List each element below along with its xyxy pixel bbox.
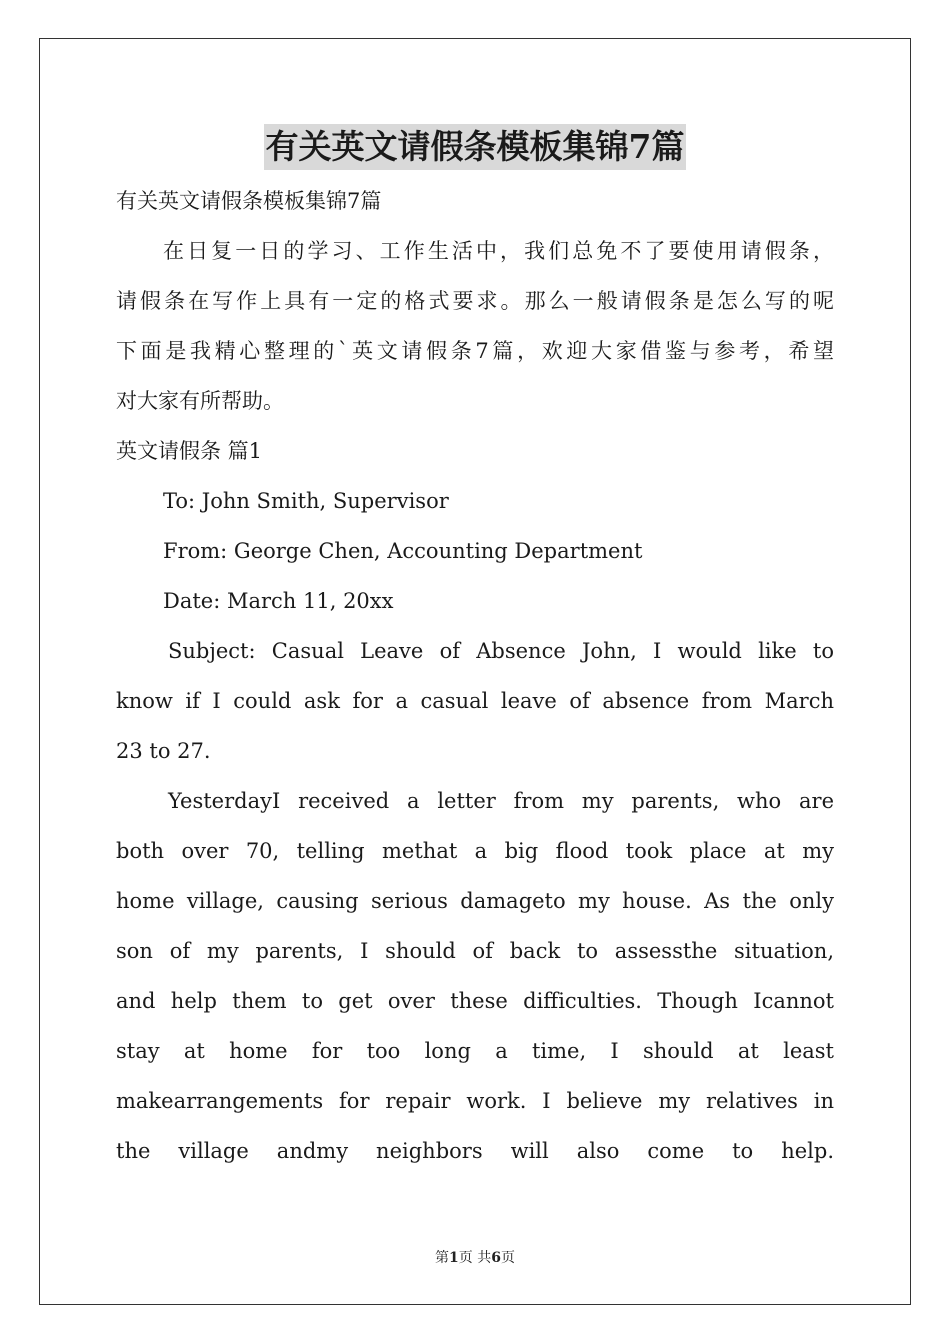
title-container (0, 124, 950, 170)
subtitle: 有关英文请假条模板集锦7篇 (116, 189, 382, 213)
body-line: son of my parents, I should of back to assessthe situation, (116, 939, 834, 963)
body-line: and help them to get over these difficulties. Though Icannot (116, 989, 834, 1013)
section-heading: 英文请假条 篇1 (116, 439, 263, 463)
memo-to: To: John Smith, Supervisor (163, 489, 449, 513)
body-line: makearrangements for repair work. I believe my relatives in (116, 1089, 834, 1113)
footer-suffix: 页 (500, 1250, 515, 1266)
document-body (116, 176, 834, 1176)
intro-line: 对大家有所帮助。 (116, 389, 284, 413)
body-line: stay at home for too long a time, I should at least (116, 1039, 834, 1063)
subject-line: Subject: Casual Leave of Absence John, I would like to (168, 639, 834, 663)
body-line: the village andmy neighbors will also come to help. (116, 1139, 834, 1163)
intro-line: 请假条在写作上具有一定的格式要求。那么一般请假条是怎么写的呢 (116, 289, 834, 313)
intro-line: 下面是我精心整理的`英文请假条7篇，欢迎大家借鉴与参考，希望 (116, 339, 834, 363)
body-line: YesterdayI received a letter from my parents, who are (168, 789, 834, 813)
footer-middle: 页 共 (458, 1250, 492, 1266)
intro-line: 在日复一日的学习、工作生活中，我们总免不了要使用请假条， (163, 239, 834, 263)
page-footer (0, 1247, 950, 1267)
body-line: both over 70, telling methat a big flood took place at my (116, 839, 834, 863)
footer-page-number: 1 (449, 1250, 459, 1266)
subject-line: know if I could ask for a casual leave of absence from March (116, 689, 834, 713)
footer-total-pages: 6 (491, 1250, 501, 1266)
footer-prefix: 第 (435, 1250, 450, 1266)
body-line: home village, causing serious damageto my house. As the only (116, 889, 834, 913)
document-title: 有关英文请假条模板集锦7篇 (264, 124, 687, 170)
memo-date: Date: March 11, 20xx (163, 589, 394, 613)
subject-line: 23 to 27. (116, 739, 211, 763)
memo-from: From: George Chen, Accounting Department (163, 539, 643, 563)
